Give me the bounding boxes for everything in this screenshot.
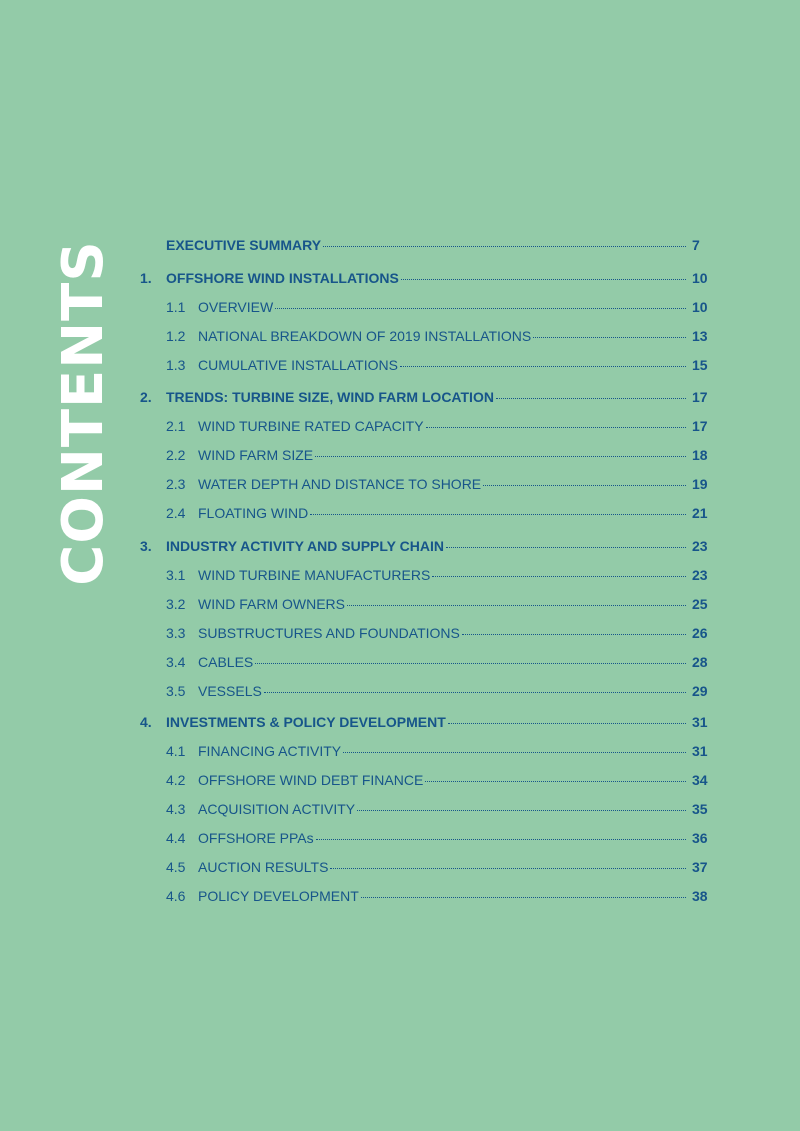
toc-entry-page: 38	[692, 888, 708, 904]
toc-entry-number: 3.	[140, 538, 152, 554]
toc-entry-page: 10	[692, 270, 708, 286]
toc-entry-1-2[interactable]	[140, 328, 720, 344]
toc-entry-page: 21	[692, 505, 708, 521]
toc-entry-number: 4.5	[166, 859, 186, 875]
toc-entry-number: 4.	[140, 714, 152, 730]
toc-entry-4-5[interactable]	[140, 859, 720, 875]
toc-leader-dots	[357, 810, 686, 811]
toc-entry-title: SUBSTRUCTURES AND FOUNDATIONS	[198, 625, 460, 641]
toc-leader-dots	[275, 308, 686, 309]
toc-entry-page: 31	[692, 714, 708, 730]
toc-entry-3-3[interactable]	[140, 625, 720, 641]
toc-leader-dots	[462, 634, 686, 635]
toc-leader-dots	[343, 752, 686, 753]
toc-entry-4-2[interactable]	[140, 772, 720, 788]
toc-entry-title: INVESTMENTS & POLICY DEVELOPMENT	[166, 714, 446, 730]
toc-entry-title: WIND FARM SIZE	[198, 447, 314, 463]
toc-entry-2-3[interactable]	[140, 476, 720, 492]
toc-entry-number: 2.1	[166, 418, 186, 434]
toc-entry-3-1[interactable]	[140, 567, 720, 583]
toc-entry-number: 3.4	[166, 654, 186, 670]
toc-entry-page: 15	[692, 357, 708, 373]
toc-entry-3-5[interactable]	[140, 683, 720, 699]
toc-entry-page: 28	[692, 654, 708, 670]
toc-leader-dots	[496, 398, 686, 399]
toc-entry-1-3[interactable]	[140, 357, 720, 373]
toc-leader-dots	[425, 781, 686, 782]
toc-entry-page: 23	[692, 538, 708, 554]
toc-entry-number: 2.4	[166, 505, 186, 521]
toc-entry-number: 3.1	[166, 567, 186, 583]
toc-leader-dots	[426, 427, 686, 428]
toc-leader-dots	[432, 576, 686, 577]
toc-leader-dots	[323, 246, 686, 247]
toc-leader-dots	[446, 547, 686, 548]
toc-entry-4-6[interactable]	[140, 888, 720, 904]
toc-entry-4-4[interactable]	[140, 830, 720, 846]
toc-entry-number: 2.3	[166, 476, 186, 492]
toc-entry-title: TRENDS: TURBINE SIZE, WIND FARM LOCATION	[166, 389, 494, 405]
toc-entry-section-1[interactable]	[140, 270, 720, 286]
toc-leader-dots	[264, 692, 686, 693]
toc-entry-3-4[interactable]	[140, 654, 720, 670]
toc-entry-number: 3.3	[166, 625, 186, 641]
toc-entry-title: VESSELS	[198, 683, 262, 699]
toc-entry-page: 35	[692, 801, 708, 817]
toc-entry-4-1[interactable]	[140, 743, 720, 759]
toc-entry-number: 1.	[140, 270, 152, 286]
toc-entry-title: POLICY DEVELOPMENT	[198, 888, 359, 904]
toc-leader-dots	[347, 605, 686, 606]
toc-entry-number: 1.1	[166, 299, 186, 315]
toc-entry-title: NATIONAL BREAKDOWN OF 2019 INSTALLATIONS	[198, 328, 532, 344]
toc-entry-page: 37	[692, 859, 708, 875]
toc-entry-number: 4.6	[166, 888, 186, 904]
toc-entry-number: 4.1	[166, 743, 186, 759]
toc-entry-title: CUMULATIVE INSTALLATIONS	[198, 357, 398, 373]
toc-entry-2-1[interactable]	[140, 418, 720, 434]
toc-entry-title: AUCTION RESULTS	[198, 859, 329, 875]
toc-entry-title: WATER DEPTH AND DISTANCE TO SHORE	[198, 476, 482, 492]
toc-entry-number: 3.2	[166, 596, 186, 612]
toc-entry-page: 17	[692, 418, 708, 434]
toc-entry-section-2[interactable]	[140, 389, 720, 405]
toc-entry-number: 2.	[140, 389, 152, 405]
toc-entry-page: 29	[692, 683, 708, 699]
toc-leader-dots	[310, 514, 686, 515]
toc-entry-title: CABLES	[198, 654, 254, 670]
toc-entry-2-2[interactable]	[140, 447, 720, 463]
toc-entry-1-1[interactable]	[140, 299, 720, 315]
toc-leader-dots	[533, 337, 686, 338]
toc-entry-section-3[interactable]	[140, 538, 720, 554]
toc-entry-page: 23	[692, 567, 708, 583]
toc-entry-2-4[interactable]	[140, 505, 720, 521]
toc-entry-page: 10	[692, 299, 708, 315]
contents-vertical-title	[51, 239, 116, 586]
toc-entry-number: 1.3	[166, 357, 186, 373]
toc-entry-title: FINANCING ACTIVITY	[198, 743, 342, 759]
toc-entry-number: 4.3	[166, 801, 186, 817]
toc-entry-page: 36	[692, 830, 708, 846]
toc-entry-title: WIND TURBINE MANUFACTURERS	[198, 567, 431, 583]
toc-entry-title: OFFSHORE WIND INSTALLATIONS	[166, 270, 399, 286]
toc-entry-page: 31	[692, 743, 708, 759]
toc-entry-page: 13	[692, 328, 708, 344]
toc-leader-dots	[315, 456, 686, 457]
toc-entry-title: WIND FARM OWNERS	[198, 596, 345, 612]
toc-entry-page: 18	[692, 447, 708, 463]
toc-entry-3-2[interactable]	[140, 596, 720, 612]
toc-entry-title: OFFSHORE WIND DEBT FINANCE	[198, 772, 424, 788]
toc-entry-number: 2.2	[166, 447, 186, 463]
toc-entry-title: ACQUISITION ACTIVITY	[198, 801, 356, 817]
toc-leader-dots	[448, 723, 686, 724]
toc-entry-number: 3.5	[166, 683, 186, 699]
toc-entry-page: 25	[692, 596, 708, 612]
toc-entry-title: OVERVIEW	[198, 299, 274, 315]
toc-entry-number: 4.2	[166, 772, 186, 788]
toc-leader-dots	[401, 279, 686, 280]
toc-entry-section-4[interactable]	[140, 714, 720, 730]
toc-entry-title: EXECUTIVE SUMMARY	[166, 237, 322, 253]
toc-entry-page: 19	[692, 476, 708, 492]
toc-leader-dots	[400, 366, 686, 367]
contents-title-text: CONTENTS	[51, 239, 116, 586]
toc-leader-dots	[330, 868, 686, 869]
toc-entry-number: 1.2	[166, 328, 186, 344]
toc-entry-4-3[interactable]	[140, 801, 720, 817]
toc-entry-title: OFFSHORE PPAs	[198, 830, 314, 846]
toc-leader-dots	[316, 839, 686, 840]
toc-leader-dots	[361, 897, 686, 898]
toc-leader-dots	[483, 485, 686, 486]
toc-entry-page: 34	[692, 772, 708, 788]
toc-entry-title: WIND TURBINE RATED CAPACITY	[198, 418, 424, 434]
toc-entry-page: 26	[692, 625, 708, 641]
toc-entry-page: 17	[692, 389, 708, 405]
toc-entry-number: 4.4	[166, 830, 186, 846]
toc-entry-page: 7	[692, 237, 700, 253]
toc-leader-dots	[255, 663, 686, 664]
toc-entry-title: FLOATING WIND	[198, 505, 309, 521]
toc-entry-title: INDUSTRY ACTIVITY AND SUPPLY CHAIN	[166, 538, 444, 554]
toc-entry-executive-summary[interactable]	[140, 237, 720, 253]
